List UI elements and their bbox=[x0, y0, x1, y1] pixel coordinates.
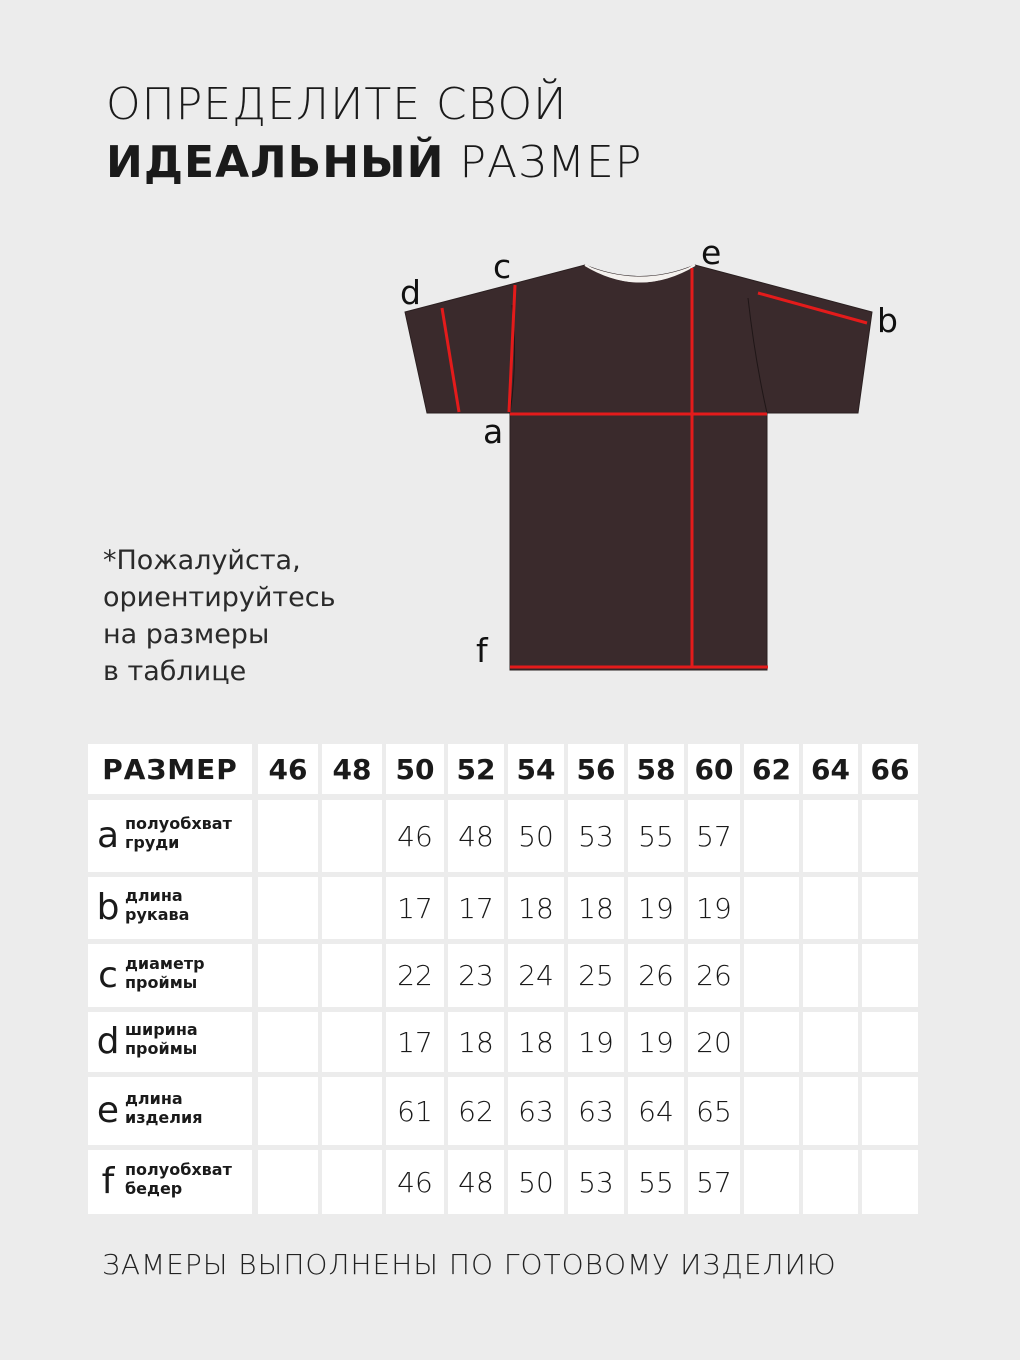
measure-letter: f bbox=[101, 1161, 115, 1202]
size-value-cell bbox=[862, 944, 918, 1007]
size-value-cell: 62 bbox=[448, 1077, 504, 1145]
size-value-cell bbox=[322, 1012, 382, 1072]
page-title bbox=[106, 76, 642, 192]
measure-name-line-2: проймы bbox=[125, 1039, 198, 1058]
size-value-cell: 20 bbox=[688, 1012, 740, 1072]
size-header-cell: 46 bbox=[258, 744, 318, 794]
size-value-cell: 17 bbox=[386, 877, 444, 939]
footer-note: ЗАМЕРЫ ВЫПОЛНЕНЫ ПО ГОТОВОМУ ИЗДЕЛИЮ bbox=[102, 1248, 837, 1281]
size-value-cell: 26 bbox=[688, 944, 740, 1007]
size-value-cell: 18 bbox=[508, 1012, 564, 1072]
size-value-cell bbox=[258, 1012, 318, 1072]
size-value-cell: 64 bbox=[628, 1077, 684, 1145]
size-value-cell bbox=[803, 944, 858, 1007]
measure-name-line-2: бедер bbox=[125, 1179, 183, 1198]
size-value-cell: 57 bbox=[688, 800, 740, 872]
measure-name-line-2: груди bbox=[125, 833, 180, 852]
size-header-cell: 58 bbox=[628, 744, 684, 794]
size-value-cell: 61 bbox=[386, 1077, 444, 1145]
size-value-cell bbox=[803, 877, 858, 939]
measure-name-line-1: длина bbox=[125, 886, 183, 905]
measure-name-line-1: полуобхват bbox=[125, 814, 232, 833]
measure-name-line-1: ширина bbox=[125, 1020, 198, 1039]
size-value-cell: 63 bbox=[568, 1077, 624, 1145]
size-value-cell bbox=[803, 1077, 858, 1145]
size-value-cell bbox=[803, 1150, 858, 1214]
note-line-1: *Пожалуйста, bbox=[103, 545, 301, 576]
size-header-cell: 64 bbox=[803, 744, 858, 794]
title-rest-word: РАЗМЕР bbox=[459, 137, 643, 188]
size-value-cell: 57 bbox=[688, 1150, 740, 1214]
measure-letter: c bbox=[98, 954, 118, 996]
measure-letter: b bbox=[96, 887, 120, 928]
size-header-cell: 50 bbox=[386, 744, 444, 794]
size-value-cell: 46 bbox=[386, 800, 444, 872]
title-bold-word: ИДЕАЛЬНЫЙ bbox=[106, 137, 445, 188]
size-value-cell: 19 bbox=[628, 1012, 684, 1072]
size-value-cell bbox=[258, 1077, 318, 1145]
label-c: c bbox=[493, 247, 512, 286]
measure-label-f bbox=[88, 1150, 252, 1214]
size-value-cell bbox=[258, 800, 318, 872]
size-value-cell bbox=[803, 800, 858, 872]
size-value-cell: 55 bbox=[628, 800, 684, 872]
size-value-cell bbox=[862, 877, 918, 939]
measure-name-line-1: диаметр bbox=[125, 953, 205, 973]
size-value-cell: 26 bbox=[628, 944, 684, 1007]
size-value-cell bbox=[862, 1012, 918, 1072]
size-value-cell: 19 bbox=[688, 877, 740, 939]
label-f: f bbox=[476, 631, 488, 670]
size-value-cell bbox=[862, 1077, 918, 1145]
size-value-cell: 50 bbox=[508, 800, 564, 872]
size-value-cell: 19 bbox=[568, 1012, 624, 1072]
size-value-cell bbox=[322, 1150, 382, 1214]
size-value-cell bbox=[744, 1077, 799, 1145]
measure-letter: a bbox=[96, 815, 120, 856]
size-value-cell: 18 bbox=[508, 877, 564, 939]
tshirt-diagram bbox=[380, 230, 920, 690]
size-value-cell: 22 bbox=[386, 944, 444, 1007]
size-value-cell bbox=[803, 1012, 858, 1072]
measure-name bbox=[125, 1020, 198, 1058]
size-value-cell bbox=[744, 1150, 799, 1214]
size-value-cell: 17 bbox=[448, 877, 504, 939]
size-value-cell bbox=[322, 800, 382, 872]
measure-name-line-2: проймы bbox=[125, 972, 198, 992]
size-value-cell bbox=[862, 800, 918, 872]
size-value-cell: 18 bbox=[568, 877, 624, 939]
size-value-cell bbox=[258, 1150, 318, 1214]
measure-name bbox=[125, 1160, 232, 1198]
size-header-cell: 54 bbox=[508, 744, 564, 794]
measure-name-line-2: рукава bbox=[125, 905, 190, 924]
size-header-cell: 60 bbox=[688, 744, 740, 794]
tshirt-shape bbox=[405, 265, 872, 670]
size-value-cell: 18 bbox=[448, 1012, 504, 1072]
measure-name-line-2: изделия bbox=[125, 1108, 203, 1127]
size-header-cell: 62 bbox=[744, 744, 799, 794]
size-header-label: РАЗМЕР bbox=[88, 744, 252, 794]
measure-name bbox=[125, 814, 232, 852]
size-value-cell: 48 bbox=[448, 1150, 504, 1214]
size-value-cell: 50 bbox=[508, 1150, 564, 1214]
label-e: e bbox=[701, 233, 722, 272]
size-value-cell bbox=[258, 877, 318, 939]
size-value-cell bbox=[322, 944, 382, 1007]
measure-label-e bbox=[88, 1077, 252, 1145]
note-line-3: на размеры bbox=[103, 619, 270, 650]
measure-label-b bbox=[88, 877, 252, 939]
measure-name-line-1: длина bbox=[125, 1089, 183, 1108]
size-header-cell: 48 bbox=[322, 744, 382, 794]
measure-name bbox=[125, 886, 189, 924]
measure-letter: d bbox=[96, 1021, 120, 1062]
size-value-cell: 24 bbox=[508, 944, 564, 1007]
size-value-cell: 23 bbox=[448, 944, 504, 1007]
size-header-cell: 56 bbox=[568, 744, 624, 794]
size-value-cell bbox=[862, 1150, 918, 1214]
measure-name bbox=[125, 1089, 202, 1127]
size-value-cell: 55 bbox=[628, 1150, 684, 1214]
tshirt-svg bbox=[380, 230, 920, 690]
note-line-4: в таблице bbox=[103, 656, 247, 687]
size-note bbox=[103, 542, 403, 690]
size-value-cell: 63 bbox=[508, 1077, 564, 1145]
size-value-cell: 19 bbox=[628, 877, 684, 939]
label-b: b bbox=[877, 301, 898, 340]
title-line-1: ОПРЕДЕЛИТЕ СВОЙ bbox=[106, 79, 568, 130]
measure-label-a bbox=[88, 800, 252, 872]
note-line-2: ориентируйтесь bbox=[103, 582, 336, 613]
label-a: a bbox=[483, 412, 504, 451]
size-header-cell: 66 bbox=[862, 744, 918, 794]
measure-label-d bbox=[88, 1012, 252, 1072]
measure-letter: e bbox=[96, 1090, 120, 1131]
size-value-cell bbox=[744, 800, 799, 872]
title-line-2 bbox=[106, 134, 642, 192]
size-value-cell: 48 bbox=[448, 800, 504, 872]
size-value-cell: 25 bbox=[568, 944, 624, 1007]
measure-label-c bbox=[88, 944, 252, 1007]
size-value-cell bbox=[322, 877, 382, 939]
measure-name-line-1: полуобхват bbox=[125, 1160, 232, 1179]
size-value-cell: 53 bbox=[568, 1150, 624, 1214]
size-value-cell bbox=[322, 1077, 382, 1145]
size-value-cell bbox=[258, 944, 318, 1007]
label-d: d bbox=[400, 273, 421, 312]
size-value-cell bbox=[744, 944, 799, 1007]
size-value-cell: 46 bbox=[386, 1150, 444, 1214]
size-value-cell bbox=[744, 877, 799, 939]
measure-name bbox=[125, 954, 205, 992]
size-value-cell: 53 bbox=[568, 800, 624, 872]
size-value-cell: 65 bbox=[688, 1077, 740, 1145]
size-value-cell bbox=[744, 1012, 799, 1072]
size-value-cell: 17 bbox=[386, 1012, 444, 1072]
size-header-cell: 52 bbox=[448, 744, 504, 794]
